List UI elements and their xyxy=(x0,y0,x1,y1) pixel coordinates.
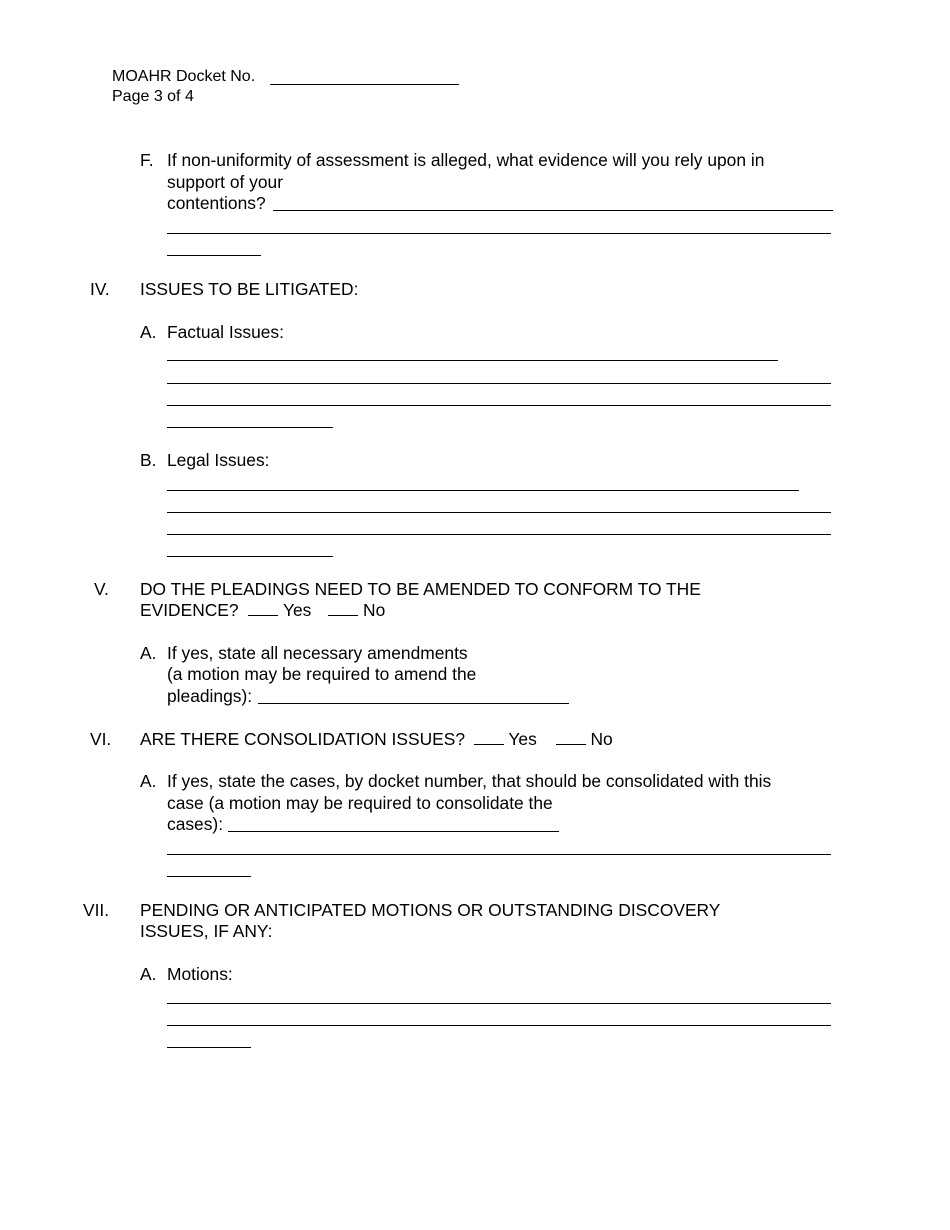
motions-line-2[interactable] xyxy=(167,1025,831,1026)
motions-line-1[interactable] xyxy=(167,1003,831,1004)
amendments-line2: (a motion may be required to amend the xyxy=(167,664,477,684)
item-f-answer-line-3[interactable] xyxy=(167,255,261,256)
section-v-numeral: V. xyxy=(94,579,109,599)
page-number: Page 3 of 4 xyxy=(112,88,194,105)
legal-issues-line-2[interactable] xyxy=(167,512,831,513)
consolidation-answer-line-1[interactable] xyxy=(228,831,559,832)
factual-issues-line-4[interactable] xyxy=(167,427,333,428)
section-iv-numeral: IV. xyxy=(90,279,110,299)
section-v-line1: DO THE PLEADINGS NEED TO BE AMENDED TO CONFORM TO THE xyxy=(140,579,701,599)
section-iv-title: ISSUES TO BE LITIGATED: xyxy=(140,279,359,299)
amendments-line1: If yes, state all necessary amendments xyxy=(167,643,468,663)
amend-yes-label: Yes xyxy=(282,600,312,620)
item-f-line1: If non-uniformity of assessment is alleged, what evidence will you rely upon in xyxy=(167,150,765,170)
amend-no-label: No xyxy=(363,600,386,620)
item-f-answer-line-1[interactable] xyxy=(273,210,833,211)
amendments-line3: pleadings): xyxy=(167,686,253,706)
section-v-line2: EVIDENCE? xyxy=(140,600,239,620)
amend-yes-blank[interactable] xyxy=(248,600,278,616)
docket-number-field[interactable] xyxy=(270,84,459,85)
consolidation-answer-line-2[interactable] xyxy=(167,854,831,855)
legal-issues-line-3[interactable] xyxy=(167,534,831,535)
motions-label: Motions: xyxy=(167,964,233,984)
factual-issues-line-1[interactable] xyxy=(167,360,778,361)
legal-issues-letter: B. xyxy=(140,450,157,470)
legal-issues-label: Legal Issues: xyxy=(167,450,270,470)
legal-issues-line-1[interactable] xyxy=(167,490,799,491)
consolidation-no-label: No xyxy=(590,729,613,749)
section-vi-title: ARE THERE CONSOLIDATION ISSUES? xyxy=(140,729,466,749)
section-vii-line1: PENDING OR ANTICIPATED MOTIONS OR OUTSTANDING DISCOVERY xyxy=(140,900,721,920)
section-vi-numeral: VI. xyxy=(90,729,112,749)
item-f-line3: contentions? xyxy=(167,193,266,213)
factual-issues-line-3[interactable] xyxy=(167,405,831,406)
item-f-letter: F. xyxy=(140,150,154,170)
factual-issues-line-2[interactable] xyxy=(167,383,831,384)
consolidation-yes-label: Yes xyxy=(508,729,537,749)
motions-line-3[interactable] xyxy=(167,1047,251,1048)
amend-no-blank[interactable] xyxy=(328,600,358,616)
factual-issues-letter: A. xyxy=(140,322,157,342)
consolidation-no-blank[interactable] xyxy=(556,729,586,745)
consolidation-line2: case (a motion may be required to consolidate the xyxy=(167,793,553,813)
item-f-line2: support of your xyxy=(167,172,284,192)
section-vi-row xyxy=(140,729,613,750)
section-v-line2-row xyxy=(140,600,385,621)
factual-issues-label: Factual Issues: xyxy=(167,322,284,342)
section-vii-line2: ISSUES, IF ANY: xyxy=(140,921,273,941)
item-f-answer-line-2[interactable] xyxy=(167,233,831,234)
consolidation-yes-blank[interactable] xyxy=(474,729,504,745)
consolidation-letter: A. xyxy=(140,771,157,791)
legal-issues-line-4[interactable] xyxy=(167,556,333,557)
section-vii-numeral: VII. xyxy=(83,900,110,920)
amendments-answer-line[interactable] xyxy=(258,703,569,704)
consolidation-line3: cases): xyxy=(167,814,224,834)
consolidation-line1: If yes, state the cases, by docket number, that should be consolidated with this xyxy=(167,771,772,791)
motions-letter: A. xyxy=(140,964,157,984)
consolidation-answer-line-3[interactable] xyxy=(167,876,251,877)
docket-label: MOAHR Docket No. xyxy=(112,68,256,85)
amendments-letter: A. xyxy=(140,643,157,663)
